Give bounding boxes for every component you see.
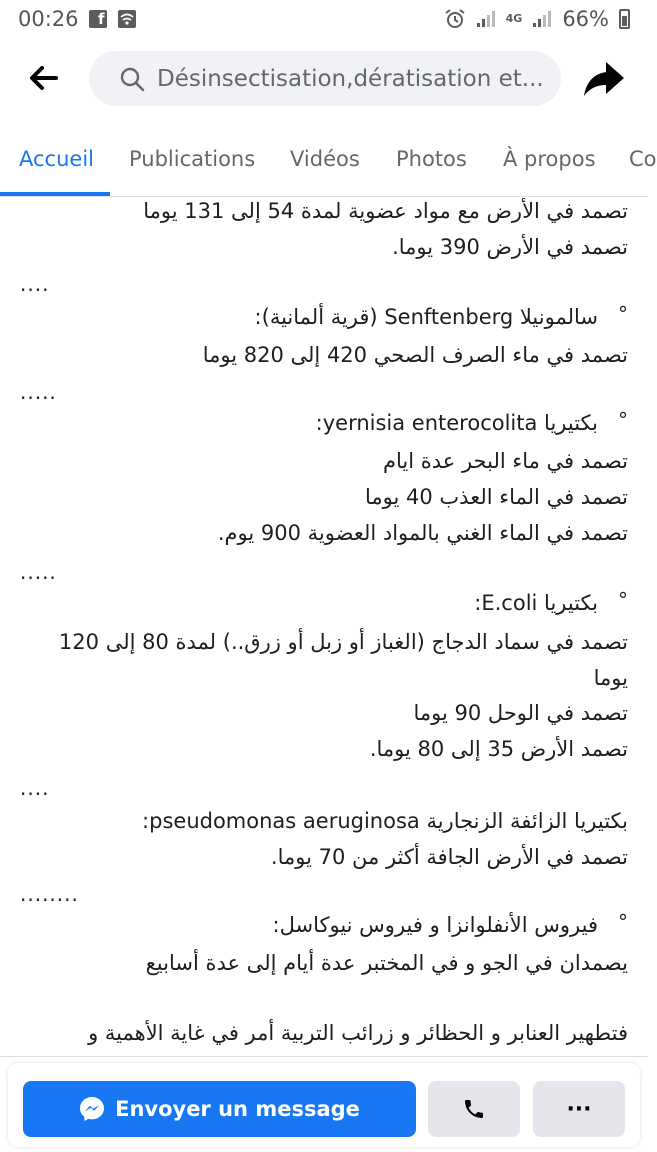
status-bar [0, 0, 648, 38]
phone-icon [462, 1097, 486, 1121]
top-app-bar [0, 38, 648, 118]
search-bar[interactable] [89, 51, 561, 106]
search-input[interactable]: Désinsectisation,dératisation et... [157, 65, 544, 92]
text-line: تصمد في الأرض مع مواد عضوية لمدة 54 إلى 131 يوما [143, 199, 628, 223]
more-options-button[interactable] [533, 1081, 625, 1137]
text-line: بكتيريا E.coli: [474, 591, 598, 615]
messenger-icon [79, 1096, 105, 1122]
tab-publications[interactable]: Publications [129, 147, 256, 171]
call-button[interactable] [428, 1081, 520, 1137]
wifi-call-icon [117, 9, 137, 29]
tab-photos[interactable]: Photos [396, 147, 467, 171]
bullet-icon: ° [618, 408, 628, 432]
separator-dots: ........ [20, 882, 79, 906]
text-line: تصمد في الوحل 90 يوما [413, 701, 628, 725]
tab-a-propos[interactable]: À propos [503, 147, 596, 171]
signal-2-icon [532, 10, 552, 28]
text-line: تصمد الأرض 35 إلى 80 يوما. [369, 737, 628, 761]
more-options-icon: ··· [566, 1096, 592, 1122]
text-line: تصمد في الأرض الجافة أكثر من 70 يوما. [270, 845, 628, 869]
separator-dots: .... [20, 272, 50, 296]
text-line: سالمونيلا Senftenberg (قرية ألمانية): [254, 305, 598, 329]
bullet-icon: ° [618, 302, 628, 326]
tab-community[interactable]: Co [629, 147, 657, 171]
tab-videos[interactable]: Vidéos [290, 147, 360, 171]
alarm-icon [444, 8, 466, 30]
tab-accueil[interactable]: Accueil [19, 147, 94, 171]
status-left [18, 7, 137, 31]
text-line: تصمد في الأرض 390 يوما. [392, 235, 628, 259]
network-type-icon: 4G [505, 12, 523, 25]
text-line: بكتيريا yernisia enterocolita: [315, 411, 598, 435]
status-right [444, 7, 630, 31]
text-line: فيروس الأنفلوانزا و فيروس نيوكاسل: [272, 913, 598, 937]
post-content [0, 196, 648, 1056]
text-line: تصمد في ماء البحر عدة ايام [382, 449, 628, 473]
bullet-icon: ° [618, 910, 628, 934]
status-time: 00:26 [18, 7, 79, 31]
back-arrow-icon[interactable] [22, 60, 66, 96]
text-line: تصمد في الماء العذب 40 يوما [364, 485, 628, 509]
share-icon[interactable] [582, 58, 626, 98]
battery-icon [619, 9, 630, 29]
signal-icon [476, 10, 496, 28]
bullet-icon: ° [618, 588, 628, 612]
separator-dots: ..... [20, 560, 57, 584]
separator-dots: .... [20, 776, 50, 800]
search-icon [119, 66, 145, 92]
text-line: تصمد في ماء الصرف الصحي 420 إلى 820 يوما [202, 343, 628, 367]
battery-percent: 66% [562, 7, 609, 31]
text-line: بكتيريا الزائفة الزنجارية pseudomonas aeruginosa: [142, 809, 628, 833]
page-tabs [0, 118, 657, 197]
send-message-label: Envoyer un message [115, 1097, 360, 1121]
text-line: فتطهير العنابر و الحظائر و زرائب التربية أمر في غاية الأهمية و [88, 1021, 628, 1045]
send-message-button[interactable] [23, 1081, 416, 1137]
text-line: تصمد في الماء الغني بالمواد العضوية 900 يوم. [217, 521, 628, 545]
facebook-notification-icon: f [89, 10, 107, 28]
text-line: يصمدان في الجو و في المختبر عدة أيام إلى عدة أسابيع [145, 951, 628, 975]
separator-dots: ..... [20, 380, 57, 404]
text-line: تصمد في سماد الدجاج (الغباز أو زبل أو زرق..) لمدة 80 إلى 120 يوما [58, 630, 628, 690]
